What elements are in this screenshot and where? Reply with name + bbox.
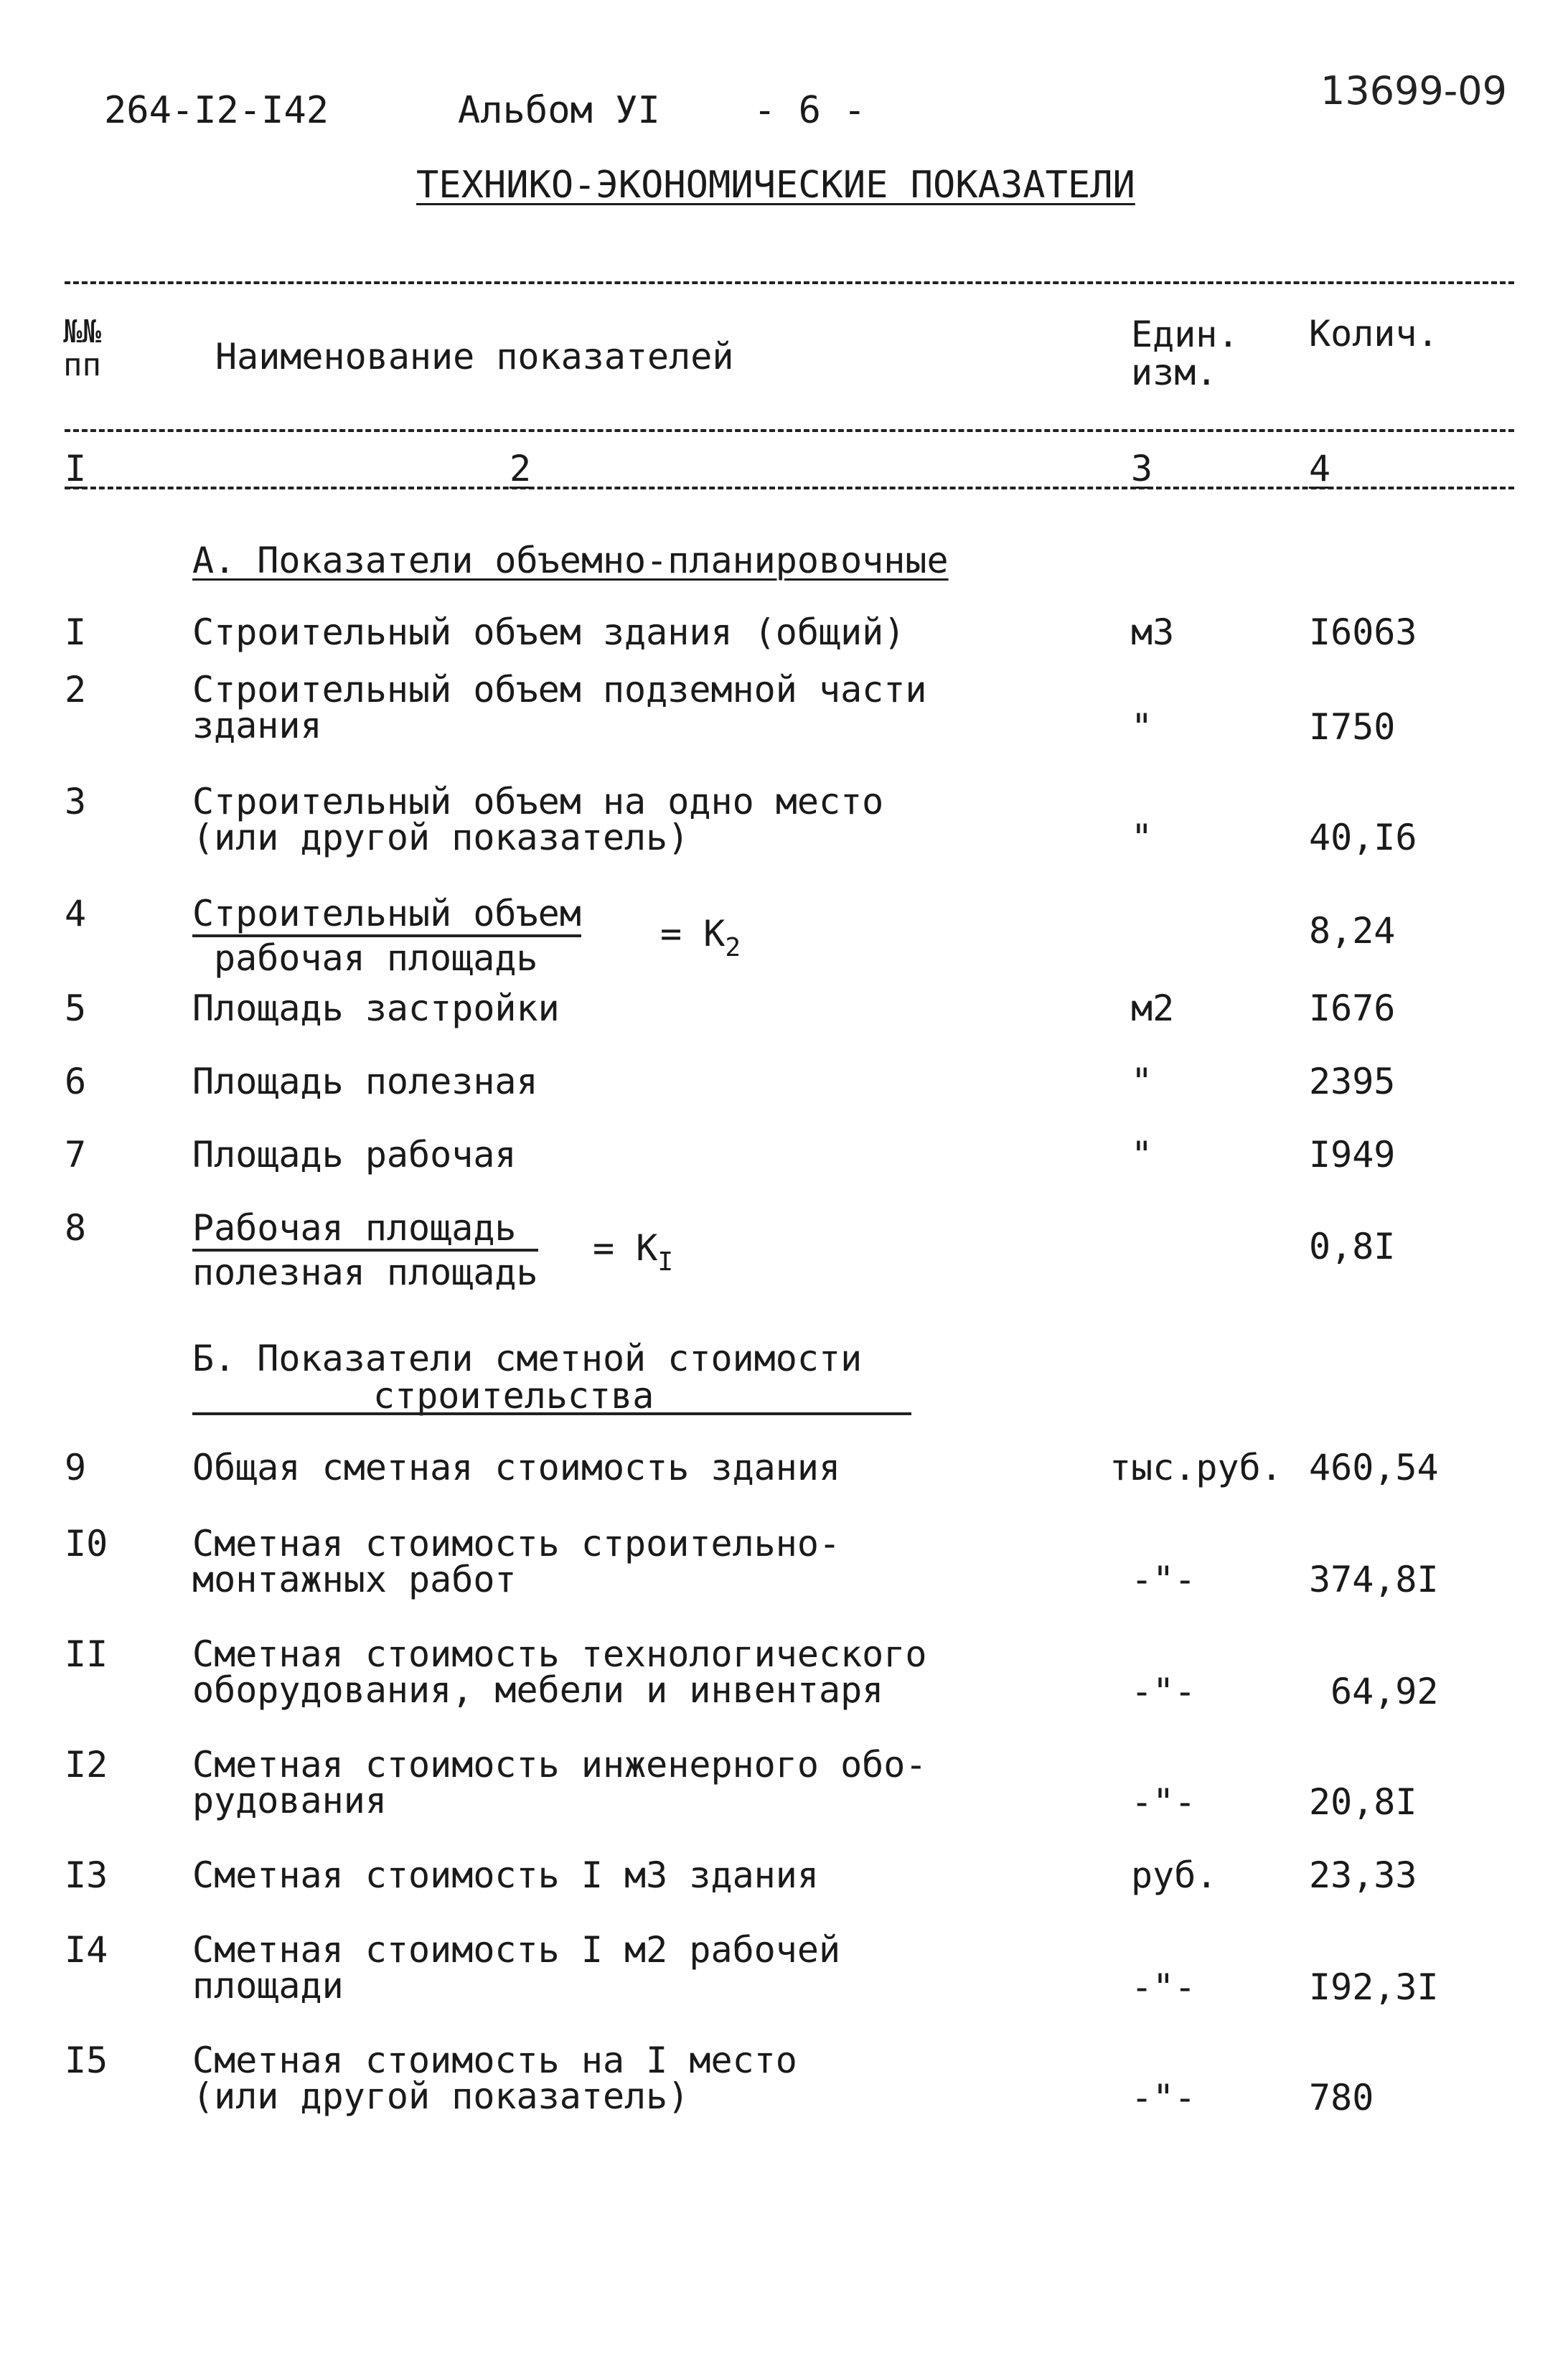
row-number: I2 [65,1744,108,1786]
ratio-fraction [192,1207,538,1293]
row-qty: 780 [1309,2077,1374,2119]
section-b-underline [192,1412,911,1415]
table-rule-bottom [65,487,1514,489]
row-number: 3 [65,781,87,822]
row-number: 6 [65,1061,87,1102]
row-unit: -"- [1131,1671,1196,1712]
row-qty: 40,I6 [1309,817,1417,858]
row-qty: 2395 [1309,1061,1396,1102]
page-title: ТЕХНИКО-ЭКОНОМИЧЕСКИЕ ПОКАЗАТЕЛИ [416,164,1135,207]
row-unit: -"- [1131,1781,1196,1823]
coefficient-prefix: = К [593,1227,658,1269]
row-name: Сметная стоимость I м2 рабочей площади [192,1929,841,2007]
row-qty: I6063 [1309,611,1417,653]
table-rule-mid [65,429,1514,432]
table-rule-top [65,281,1514,284]
section-a-title: А. Показатели объемно-планировочные [192,540,949,581]
header-num: №№ пп [63,314,101,384]
row-name: Площадь застройки [192,987,560,1029]
row-number: II [65,1633,108,1675]
col-number-3: 3 [1131,448,1153,489]
col-number-1: I [65,448,87,489]
inventory-number: 13699-09 [1320,68,1507,113]
row-name: Строительный объем здания (общий) [192,611,906,653]
row-name: Сметная стоимость инженерного обо- рудования [192,1744,927,1821]
row-unit: -"- [1131,1966,1196,2008]
row-number: 2 [65,669,87,710]
row-unit: тыс.руб. [1109,1447,1282,1488]
row-unit: -"- [1131,2077,1196,2119]
row-name: Площадь полезная [192,1061,538,1102]
fraction-numerator: Рабочая площадь [192,1210,538,1252]
row-name: Сметная стоимость I м3 здания [192,1854,819,1896]
header-qty: Колич. [1309,313,1439,355]
album-label: Альбом УI [458,89,660,132]
row-unit: " [1131,706,1153,748]
row-number: 7 [65,1134,87,1176]
row-number: 8 [65,1207,87,1249]
row-number: 9 [65,1447,87,1488]
coefficient-subscript: 2 [725,933,741,962]
row-unit: м2 [1131,987,1175,1029]
fraction-denominator: полезная площадь [192,1252,538,1293]
row-number: I4 [65,1929,108,1971]
row-name: Площадь рабочая [192,1134,517,1176]
row-qty: I949 [1309,1134,1396,1176]
fraction-denominator: рабочая площадь [214,937,538,979]
page-number: - 6 - [754,89,866,132]
row-qty: 64,92 [1330,1671,1439,1712]
row-unit: руб. [1131,1854,1218,1896]
row-name: Сметная стоимость технологического оборудования, мебели и инвентаря [192,1633,927,1711]
row-name: Строительный объем подземной части здания [192,669,927,746]
row-qty: 0,8I [1309,1226,1396,1267]
row-number: 4 [65,893,87,934]
section-b-title-cont: строительства [373,1375,654,1417]
row-number: 5 [65,987,87,1029]
row-unit: " [1131,1061,1153,1102]
row-number: I5 [65,2040,108,2081]
row-name: Общая сметная стоимость здания [192,1447,841,1488]
row-name: Сметная стоимость на I место (или другой показатель) [192,2040,797,2117]
header-name: Наименование показателей [215,336,734,377]
row-unit: -"- [1131,1559,1196,1600]
coefficient-prefix: = К [660,913,726,954]
row-name: Строительный объем на одно место (или другой показатель) [192,781,884,858]
row-name: Сметная стоимость строительно- монтажных работ [192,1523,841,1600]
fraction-numerator: Строительный объем [192,896,581,937]
row-unit: " [1131,1134,1153,1176]
col-number-4: 4 [1309,448,1331,489]
row-qty: I676 [1309,987,1396,1029]
row-unit: " [1131,817,1153,858]
row-number: I3 [65,1854,108,1896]
row-qty: I750 [1309,706,1396,748]
row-qty: 20,8I [1309,1781,1417,1823]
row-qty: 8,24 [1309,910,1396,952]
document-code: 264-I2-I42 [104,89,329,132]
row-unit: м3 [1131,611,1175,653]
coefficient-subscript: I [657,1247,673,1277]
row-number: I [65,611,87,653]
coefficient-label [593,1227,673,1277]
coefficient-label [660,913,741,962]
row-number: I0 [65,1523,108,1564]
col-number-2: 2 [510,448,532,489]
ratio-fraction [192,893,581,979]
row-qty: 374,8I [1309,1559,1439,1600]
section-b-title: Б. Показатели сметной стоимости [192,1338,863,1379]
header-unit: Един. изм. [1131,314,1239,393]
row-qty: I92,3I [1309,1966,1439,2008]
row-qty: 460,54 [1309,1447,1439,1488]
row-qty: 23,33 [1309,1854,1417,1896]
